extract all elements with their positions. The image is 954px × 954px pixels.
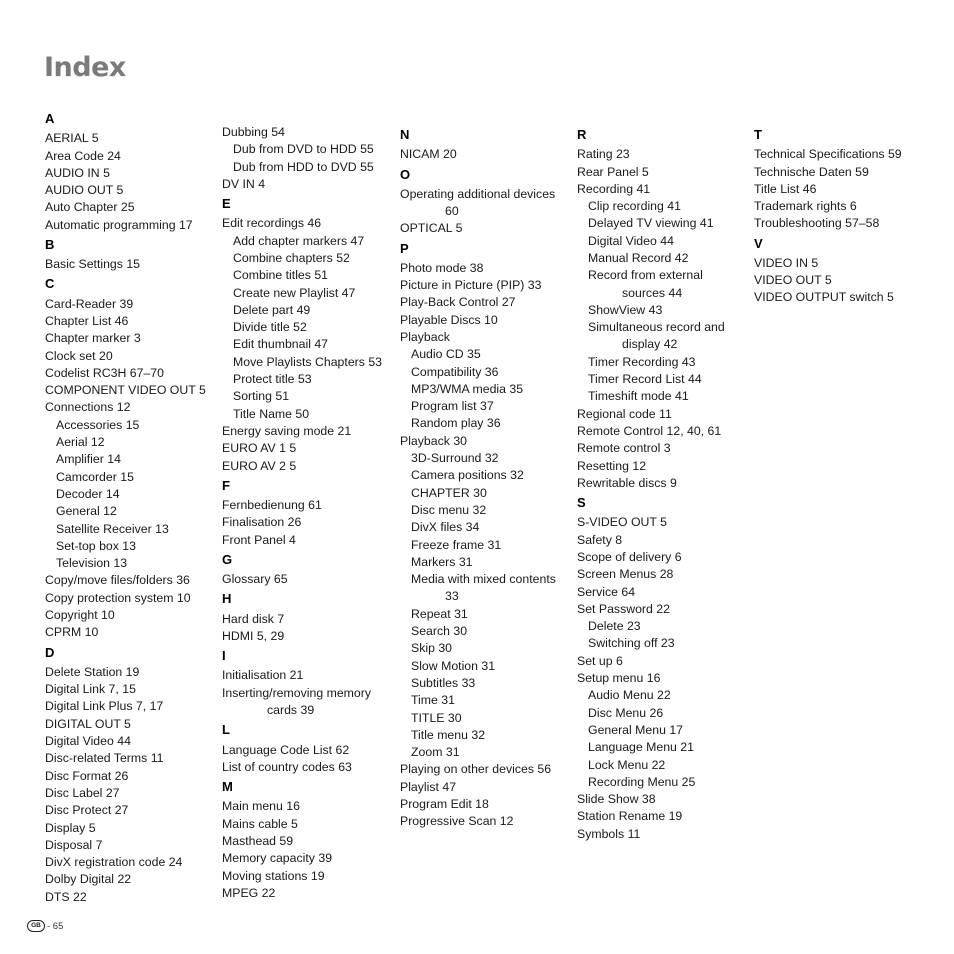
index-entry: Card-Reader 39 — [45, 296, 134, 311]
index-entry: Automatic programming 17 — [45, 217, 193, 232]
index-entry: Playback 30 — [400, 433, 467, 448]
index-entry: Dubbing 54 — [222, 125, 285, 139]
index-subentry: Timeshift mode 41 — [588, 389, 689, 404]
index-entry: Moving stations 19 — [222, 868, 325, 883]
index-entry: S-VIDEO OUT 5 — [577, 515, 667, 530]
index-letter-heading: R — [577, 127, 587, 142]
index-entry: NICAM 20 — [400, 147, 457, 162]
index-entry: Codelist RC3H 67–70 — [45, 365, 164, 380]
index-entry: Digital Link 7, 15 — [45, 682, 136, 697]
index-subentry: Accessories 15 — [56, 417, 140, 432]
index-entry: Scope of delivery 6 — [577, 549, 682, 564]
index-entry: Technical Specifications 59 — [754, 147, 902, 162]
index-entry: Digital Link Plus 7, 17 — [45, 699, 164, 714]
index-column-2 — [222, 124, 382, 902]
index-letter-heading: H — [222, 591, 232, 607]
index-entry: Auto Chapter 25 — [45, 200, 135, 215]
index-entry: Basic Settings 15 — [45, 257, 141, 272]
index-letter-heading: I — [222, 648, 226, 664]
index-entry: Energy saving mode 21 — [222, 423, 352, 438]
index-subentry: Slow Motion 31 — [411, 658, 496, 673]
index-subentry: Record from external — [588, 268, 703, 283]
index-entry-continuation: sources 44 — [622, 285, 683, 300]
index-entry: Memory capacity 39 — [222, 851, 333, 866]
index-entry: List of country codes 63 — [222, 759, 352, 774]
index-entry: CPRM 10 — [45, 625, 99, 640]
index-subentry: Compatibility 36 — [411, 364, 499, 379]
index-entry: Symbols 11 — [577, 826, 641, 841]
index-subentry: Add chapter markers 47 — [233, 233, 365, 248]
index-subentry: Audio CD 35 — [411, 347, 481, 362]
index-subentry: Delayed TV viewing 41 — [588, 216, 714, 231]
index-letter-heading: V — [754, 235, 763, 251]
index-entry: DV IN 4 — [222, 176, 266, 191]
index-entry: Copyright 10 — [45, 608, 115, 623]
index-letter-heading: T — [754, 127, 762, 142]
index-entry: Playable Discs 10 — [400, 312, 498, 327]
index-entry: Recording 41 — [577, 181, 651, 196]
index-entry: DivX registration code 24 — [45, 855, 183, 870]
index-entry: AUDIO OUT 5 — [45, 183, 124, 198]
country-badge: GB — [27, 920, 45, 932]
index-entry: Slide Show 38 — [577, 792, 656, 807]
index-entry: AERIAL 5 — [45, 131, 99, 146]
index-entry: Safety 8 — [577, 532, 623, 547]
index-letter-heading: F — [222, 477, 230, 493]
index-entry: VIDEO IN 5 — [754, 255, 819, 270]
index-entry: Operating additional devices — [400, 186, 556, 201]
index-letter-heading: M — [222, 779, 233, 795]
index-subentry: Random play 36 — [411, 416, 501, 431]
index-subentry: 3D-Surround 32 — [411, 451, 499, 466]
index-subentry: Subtitles 33 — [411, 675, 476, 690]
index-entry: Photo mode 38 — [400, 260, 484, 275]
index-subentry: Title Name 50 — [233, 406, 310, 421]
index-subentry: Television 13 — [56, 556, 128, 571]
index-subentry: Media with mixed contents — [411, 572, 556, 587]
index-subentry: DivX files 34 — [411, 520, 480, 535]
index-subentry: MP3/WMA media 35 — [411, 381, 524, 396]
index-subentry: Audio Menu 22 — [588, 688, 671, 703]
index-entry: Area Code 24 — [45, 148, 121, 163]
index-entry: Title List 46 — [754, 181, 817, 196]
index-entry: Program Edit 18 — [400, 797, 489, 811]
index-entry: Inserting/removing memory — [222, 685, 371, 700]
index-entry-continuation: cards 39 — [267, 703, 315, 718]
index-subentry: Edit thumbnail 47 — [233, 337, 329, 352]
index-entry: VIDEO OUT 5 — [754, 273, 832, 288]
index-subentry: General 12 — [56, 504, 117, 519]
index-entry: Screen Menus 28 — [577, 567, 674, 582]
index-entry: Playing on other devices 56 — [400, 762, 552, 777]
page-footer — [27, 920, 63, 932]
index-letter-heading: N — [400, 127, 410, 142]
index-entry-continuation: 60 — [445, 204, 459, 218]
index-entry: Edit recordings 46 — [222, 216, 322, 231]
index-subentry: Freeze frame 31 — [411, 537, 502, 552]
index-entry: Picture in Picture (PIP) 33 — [400, 278, 542, 293]
index-entry: VIDEO OUTPUT switch 5 — [754, 290, 894, 305]
index-entry: Technische Daten 59 — [754, 164, 869, 179]
index-entry: Rating 23 — [577, 147, 630, 162]
index-entry: Copy/move files/folders 36 — [45, 573, 190, 588]
index-entry: DTS 22 — [45, 889, 87, 904]
index-subentry: Camera positions 32 — [411, 468, 524, 483]
index-letter-heading: C — [45, 276, 55, 292]
index-entry: Disc Protect 27 — [45, 803, 129, 818]
index-entry: Main menu 16 — [222, 799, 300, 814]
index-entry: Disposal 7 — [45, 837, 103, 852]
index-entry: Remote control 3 — [577, 441, 671, 456]
index-entry: Connections 12 — [45, 400, 131, 415]
index-subentry: Amplifier 14 — [56, 452, 121, 467]
index-entry: Trademark rights 6 — [754, 199, 857, 214]
index-entry: Fernbedienung 61 — [222, 498, 322, 513]
index-entry: Finalisation 26 — [222, 515, 302, 530]
index-entry: HDMI 5, 29 — [222, 628, 285, 643]
index-entry-continuation: display 42 — [622, 337, 678, 352]
index-entry: Clock set 20 — [45, 348, 113, 363]
index-entry-continuation: 33 — [445, 589, 459, 604]
index-entry: Digital Video 44 — [45, 734, 131, 749]
index-entry: Setup menu 16 — [577, 671, 661, 686]
index-subentry: Search 30 — [411, 624, 468, 639]
index-subentry: TITLE 30 — [411, 710, 462, 725]
index-letter-heading: B — [45, 236, 55, 252]
index-subentry: Timer Record List 44 — [588, 372, 702, 387]
index-subentry: Sorting 51 — [233, 389, 290, 404]
index-subentry: Create new Playlist 47 — [233, 285, 356, 300]
index-entry: Chapter marker 3 — [45, 331, 141, 346]
index-subentry: Combine chapters 52 — [233, 250, 350, 265]
index-subentry: Timer Recording 43 — [588, 354, 696, 369]
index-entry: OPTICAL 5 — [400, 221, 463, 236]
index-subentry: Simultaneous record and — [588, 320, 725, 335]
index-entry: Troubleshooting 57–58 — [754, 216, 880, 231]
index-entry: Rear Panel 5 — [577, 164, 649, 179]
index-entry: Regional code 11 — [577, 406, 672, 421]
index-entry: Playlist 47 — [400, 779, 457, 794]
index-letter-heading: E — [222, 196, 231, 212]
index-subentry: Manual Record 42 — [588, 250, 689, 265]
index-column-4 — [577, 124, 725, 843]
index-entry: Masthead 59 — [222, 833, 294, 848]
index-subentry: CHAPTER 30 — [411, 485, 487, 500]
index-entry: Front Panel 4 — [222, 532, 296, 547]
index-letter-heading: S — [577, 495, 586, 511]
index-entry: Remote Control 12, 40, 61 — [577, 423, 722, 438]
index-entry: AUDIO IN 5 — [45, 165, 110, 180]
index-subentry: Protect title 53 — [233, 372, 312, 387]
page-title: Index — [44, 52, 126, 83]
index-subentry: Disc Menu 26 — [588, 705, 664, 720]
index-subentry: Combine titles 51 — [233, 268, 329, 283]
page-number: - 65 — [47, 920, 64, 932]
index-subentry: Decoder 14 — [56, 486, 120, 501]
index-entry: Dolby Digital 22 — [45, 872, 132, 887]
index-letter-heading: L — [222, 722, 230, 738]
index-entry: Disc Label 27 — [45, 785, 120, 800]
index-entry: Station Rename 19 — [577, 809, 683, 824]
index-subentry: Dub from DVD to HDD 55 — [233, 142, 374, 157]
index-entry: Mains cable 5 — [222, 816, 298, 831]
index-entry: Resetting 12 — [577, 458, 647, 473]
index-entry: Initialisation 21 — [222, 668, 304, 683]
index-subentry: Move Playlists Chapters 53 — [233, 354, 382, 369]
index-entry: Play-Back Control 27 — [400, 295, 516, 310]
index-subentry: Lock Menu 22 — [588, 757, 666, 772]
index-entry: Copy protection system 10 — [45, 590, 191, 605]
index-entry: Display 5 — [45, 820, 96, 835]
index-entry: Rewritable discs 9 — [577, 475, 677, 490]
index-subentry: Delete part 49 — [233, 302, 311, 317]
index-subentry: Set-top box 13 — [56, 538, 136, 553]
index-subentry: Camcorder 15 — [56, 469, 134, 484]
index-subentry: Recording Menu 25 — [588, 774, 696, 789]
index-subentry: Disc menu 32 — [411, 502, 487, 517]
index-entry: Glossary 65 — [222, 572, 288, 587]
index-subentry: Program list 37 — [411, 399, 494, 414]
index-letter-heading: O — [400, 166, 411, 182]
index-letter-heading: A — [45, 111, 55, 126]
index-entry: EURO AV 1 5 — [222, 441, 297, 456]
index-subentry: Satellite Receiver 13 — [56, 521, 169, 536]
index-entry: Playback — [400, 329, 450, 344]
index-entry: Disc-related Terms 11 — [45, 751, 164, 766]
index-entry: COMPONENT VIDEO OUT 5 — [45, 383, 206, 398]
index-subentry: Clip recording 41 — [588, 199, 681, 214]
index-subentry: Zoom 31 — [411, 745, 460, 760]
index-entry: Set Password 22 — [577, 601, 670, 616]
index-subentry: Divide title 52 — [233, 320, 307, 335]
index-entry: Disc Format 26 — [45, 768, 129, 783]
index-subentry: Title menu 32 — [411, 727, 486, 742]
index-entry: Delete Station 19 — [45, 664, 140, 679]
index-entry: Hard disk 7 — [222, 611, 285, 626]
index-subentry: Time 31 — [411, 693, 455, 708]
index-subentry: General Menu 17 — [588, 722, 684, 737]
index-entry: DIGITAL OUT 5 — [45, 716, 131, 731]
index-entry: EURO AV 2 5 — [222, 458, 297, 473]
index-entry: Language Code List 62 — [222, 742, 350, 757]
index-column-3 — [400, 124, 556, 831]
index-subentry: Delete 23 — [588, 619, 641, 634]
index-letter-heading: G — [222, 551, 233, 567]
index-entry: Progressive Scan 12 — [400, 814, 514, 829]
index-letter-heading: P — [400, 240, 409, 256]
index-subentry: Markers 31 — [411, 554, 473, 569]
index-entry: Chapter List 46 — [45, 313, 129, 328]
index-entry: Set up 6 — [577, 653, 623, 668]
index-column-5 — [754, 124, 902, 307]
index-subentry: Skip 30 — [411, 641, 453, 656]
index-subentry: Language Menu 21 — [588, 740, 694, 755]
index-subentry: ShowView 43 — [588, 302, 663, 317]
index-column-1 — [45, 108, 206, 906]
index-subentry: Dub from HDD to DVD 55 — [233, 159, 374, 174]
index-letter-heading: D — [45, 644, 55, 660]
index-entry: MPEG 22 — [222, 885, 276, 900]
index-subentry: Aerial 12 — [56, 435, 105, 450]
index-subentry: Repeat 31 — [411, 606, 468, 621]
index-entry: Service 64 — [577, 584, 636, 599]
index-subentry: Digital Video 44 — [588, 233, 674, 248]
index-subentry: Switching off 23 — [588, 636, 675, 651]
